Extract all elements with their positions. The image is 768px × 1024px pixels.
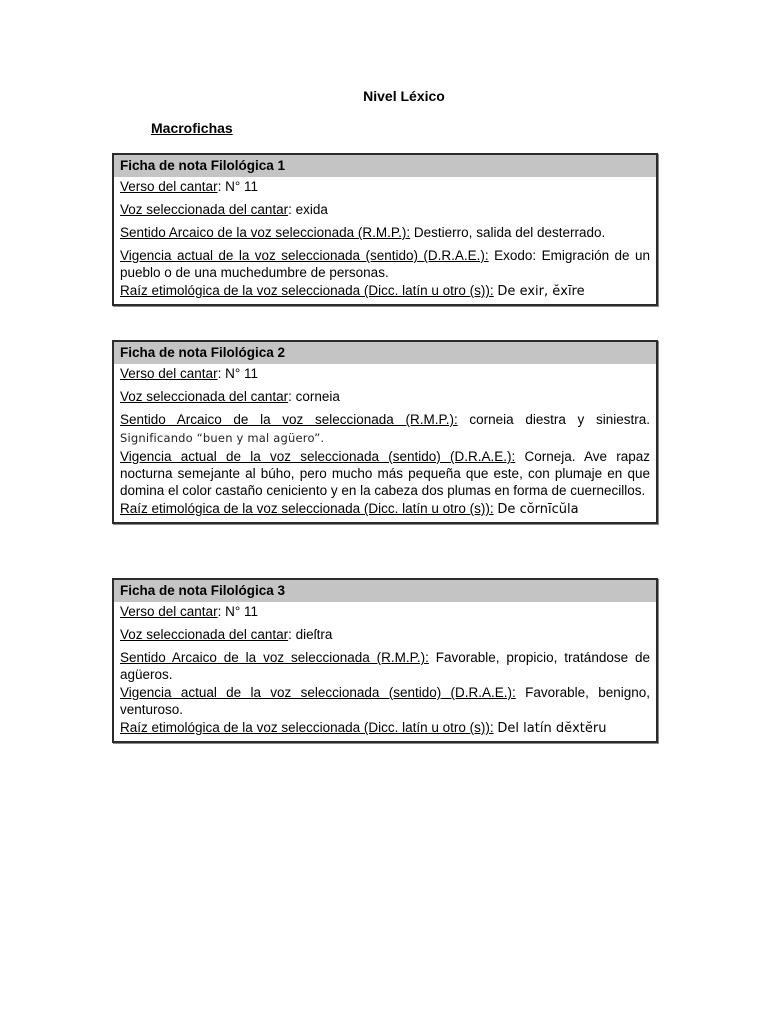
vigencia-row bbox=[120, 684, 650, 718]
sentido-label: Sentido Arcaico de la voz seleccionada (R.M.P.): bbox=[120, 412, 458, 427]
voz-label: Voz seleccionada del cantar bbox=[120, 627, 289, 642]
verso-value: N° 11 bbox=[225, 179, 258, 194]
sentido-row bbox=[120, 224, 650, 241]
vigencia-value: Corneja. Ave rapaz nocturna semejante al búho, pero mucho más pequeña que este, con plumaje en que domina el color castaño ceniciento y en la cabeza dos plumas en forma de cuernecillos. bbox=[120, 449, 651, 498]
sentido-label: Sentido Arcaico de la voz seleccionada (R.M.P.): bbox=[120, 650, 429, 665]
verso-row: Verso del cantar: N° 11 bbox=[120, 179, 258, 194]
voz-value: exida bbox=[295, 202, 328, 217]
ficha-card-2 bbox=[112, 340, 658, 524]
voz-row: Voz seleccionada del cantar: exida bbox=[120, 202, 328, 217]
ficha-header: Ficha de nota Filológica 2 bbox=[114, 342, 656, 364]
vigencia-row bbox=[120, 247, 650, 281]
raiz-row bbox=[120, 719, 650, 737]
raiz-row bbox=[120, 500, 650, 518]
verso-value: N° 11 bbox=[225, 366, 258, 381]
section-title: Macrofichas bbox=[151, 120, 233, 136]
voz-value: corneia bbox=[295, 389, 340, 404]
ficha-card-1 bbox=[112, 153, 658, 306]
voz-value: dieſtra bbox=[295, 627, 333, 642]
ficha-header: Ficha de nota Filológica 3 bbox=[114, 580, 656, 602]
verso-label: Verso del cantar bbox=[120, 179, 218, 194]
page-title: Nivel Léxico bbox=[363, 88, 445, 104]
ficha-header: Ficha de nota Filológica 1 bbox=[114, 155, 656, 177]
sentido-row bbox=[120, 411, 650, 428]
vigencia-row bbox=[120, 448, 650, 499]
raiz-row bbox=[120, 282, 650, 300]
voz-row: Voz seleccionada del cantar: corneia bbox=[120, 389, 340, 404]
sentido-note: Significando “buen y mal agüero”. bbox=[120, 431, 325, 445]
sentido-label: Sentido Arcaico de la voz seleccionada (R.M.P.): bbox=[120, 225, 411, 240]
voz-label: Voz seleccionada del cantar bbox=[120, 389, 289, 404]
verso-row: Verso del cantar: N° 11 bbox=[120, 604, 258, 619]
sentido-value: corneia diestra y siniestra. bbox=[469, 412, 650, 427]
sentido-value: Favorable, propicio, tratándose de agüeros. bbox=[120, 650, 650, 682]
voz-label: Voz seleccionada del cantar bbox=[120, 202, 289, 217]
vigencia-label: Vigencia actual de la voz seleccionada (sentido) (D.R.A.E.): bbox=[120, 685, 516, 700]
verso-row: Verso del cantar: N° 11 bbox=[120, 366, 258, 381]
verso-label: Verso del cantar bbox=[120, 604, 218, 619]
raiz-value: De cŏrnīcŭla bbox=[497, 502, 579, 517]
verso-value: N° 11 bbox=[225, 604, 258, 619]
vigencia-label: Vigencia actual de la voz seleccionada (sentido) (D.R.A.E.): bbox=[120, 248, 489, 263]
verso-label: Verso del cantar bbox=[120, 366, 218, 381]
raiz-label: Raíz etimológica de la voz seleccionada (Dicc. latín u otro (s)): bbox=[120, 283, 494, 298]
sentido-note-row bbox=[120, 429, 650, 447]
sentido-value: Destierro, salida del desterrado. bbox=[413, 225, 606, 240]
raiz-value: Del latín dĕxtĕru bbox=[497, 721, 607, 736]
raiz-label: Raíz etimológica de la voz seleccionada (Dicc. latín u otro (s)): bbox=[120, 720, 494, 735]
vigencia-value: Favorable, benigno, venturoso. bbox=[120, 685, 650, 717]
raiz-label: Raíz etimológica de la voz seleccionada (Dicc. latín u otro (s)): bbox=[120, 501, 494, 516]
sentido-row bbox=[120, 649, 650, 683]
voz-row: Voz seleccionada del cantar: dieſtra bbox=[120, 627, 333, 642]
vigencia-value: Exodo: Emigración de un pueblo o de una muchedumbre de personas. bbox=[120, 248, 650, 280]
vigencia-label: Vigencia actual de la voz seleccionada (sentido) (D.R.A.E.): bbox=[120, 449, 516, 464]
ficha-card-3 bbox=[112, 578, 658, 743]
raiz-value: De exir, ĕxīre bbox=[497, 284, 585, 299]
